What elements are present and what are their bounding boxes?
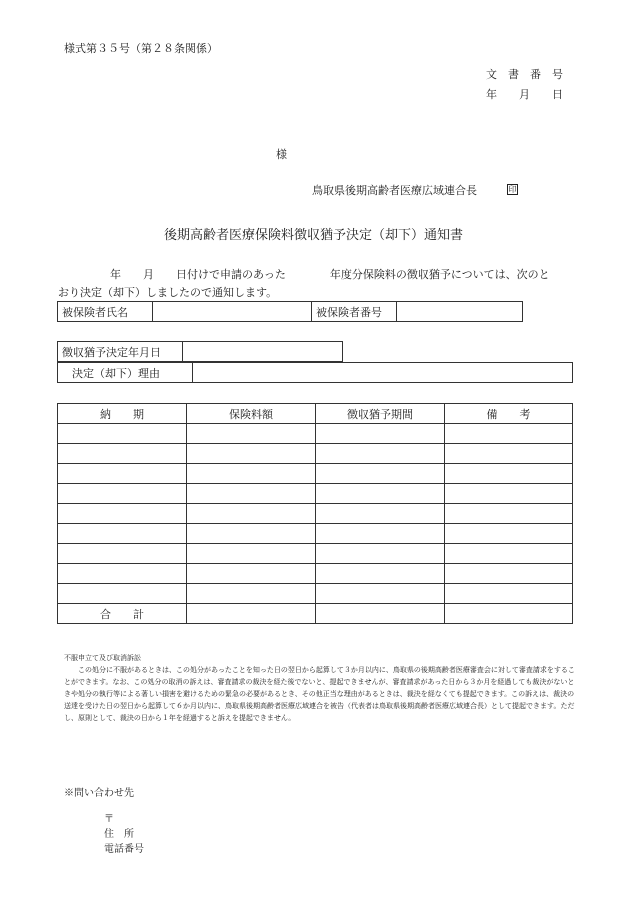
notice-text: この処分に不服があるときは、この処分があったことを知った日の翌日から起算して３か月以内に、鳥取県の後期高齢者医療審査会に対して審査請求をすることができます。なお、この処分の取消の訴えは、審査請求の裁決を経た後でないと、提起できませんが、審査請求があった日から３か月を経過しても裁決がないときや処分の執行等による著しい損害を避けるための緊急の必要があるとき、その他正当な理由があるときは、裁決を経なくても提起できます。この訴えは、裁決の送達を受けた日の翌日から起算して６か月以内に、鳥取県後期高齢者医療広域連合を被告（代表者は鳥取県後期高齢者医療広域連合長）として提起できます。ただし、原則として、裁決の日から１年を経過すると訴えを提起できません。 — [64, 666, 575, 722]
table-row — [58, 504, 573, 524]
table-row — [58, 564, 573, 584]
body-text-line1: 年 月 日付けで申請のあった 年度分保険料の徴収猶予については、次のと — [110, 268, 550, 281]
notice-heading: 不服申立て及び取消訴訟 — [64, 654, 141, 662]
table-row — [58, 444, 573, 464]
table-row — [58, 544, 573, 564]
addressee-suffix: 様 — [276, 148, 287, 161]
decision-date-label: 徴収猶予決定年月日 — [58, 342, 183, 362]
decision-date-field — [183, 342, 343, 362]
table-row — [58, 584, 573, 604]
table-total-row — [58, 604, 573, 624]
table-row — [58, 424, 573, 444]
seal-stamp: 印 — [508, 185, 517, 194]
decision-reason-field — [193, 363, 573, 383]
decision-reason-table — [57, 362, 573, 383]
contact-address: 住 所 — [104, 829, 134, 840]
contact-postal: 〒 — [104, 814, 114, 825]
header-due-date: 納 期 — [58, 404, 187, 424]
contact-label: ※問い合わせ先 — [64, 788, 134, 799]
body-text-line2: おり決定（却下）しましたので通知します。 — [58, 286, 278, 299]
insured-name-field — [153, 302, 312, 322]
page-title: 後期高齢者医療保険料徴収猶予決定（却下）通知書 — [164, 228, 464, 243]
table-row — [58, 524, 573, 544]
table-header-row — [58, 404, 573, 424]
table-row — [58, 464, 573, 484]
table-row — [58, 484, 573, 504]
insured-name-label: 被保険者氏名 — [58, 302, 153, 322]
document-number-label: 文 書 番 号 — [486, 68, 563, 81]
insured-info-table — [57, 301, 523, 322]
issuer-name: 鳥取県後期高齢者医療広域連合長 — [312, 184, 477, 197]
header-remarks: 備 考 — [445, 404, 573, 424]
date-label: 年 月 日 — [486, 88, 563, 101]
insured-number-field — [397, 302, 523, 322]
decision-reason-label: 決定（却下）理由 — [58, 363, 193, 383]
insured-number-label: 被保険者番号 — [312, 302, 397, 322]
header-deferral-period: 徴収猶予期間 — [316, 404, 445, 424]
decision-date-table — [57, 341, 343, 362]
header-premium-amount: 保険料額 — [187, 404, 316, 424]
total-label: 合 計 — [58, 604, 187, 624]
payment-schedule-table — [57, 403, 573, 624]
contact-phone: 電話番号 — [104, 844, 144, 855]
form-number: 様式第３５号（第２８条関係） — [64, 42, 218, 55]
appeal-notice — [64, 652, 576, 724]
